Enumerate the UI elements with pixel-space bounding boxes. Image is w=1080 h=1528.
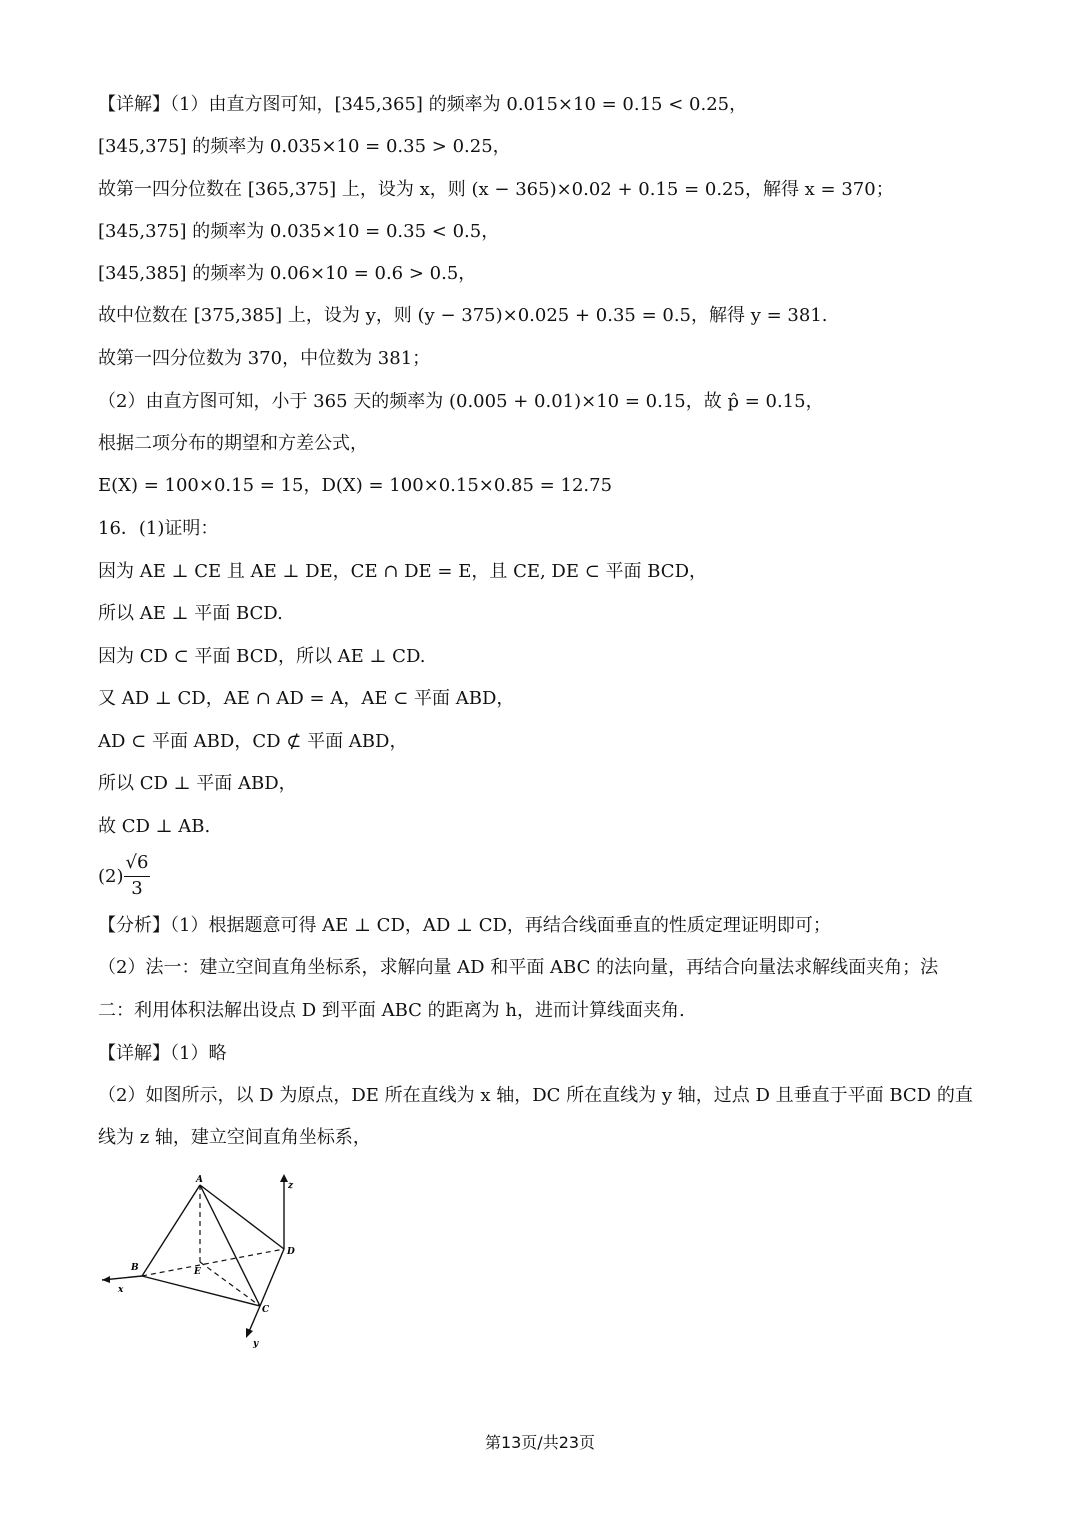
text-line: 因为 CD ⊂ 平面 BCD，所以 AE ⊥ CD. bbox=[98, 646, 426, 667]
fraction-bar bbox=[124, 876, 150, 877]
y-axis-arrow bbox=[246, 1328, 253, 1338]
text-line: （2）如图所示，以 D 为原点，DE 所在直线为 x 轴，DC 所在直线为 y 轴，过点 D 且垂直于平面 BCD 的直 bbox=[98, 1085, 973, 1106]
edge-AC bbox=[200, 1185, 260, 1306]
answer-label: (2) bbox=[98, 866, 124, 887]
text-line: 故 CD ⊥ AB. bbox=[98, 816, 211, 837]
edge-BD bbox=[142, 1249, 284, 1276]
fraction-numerator: √6 bbox=[125, 852, 149, 873]
text-line: 故第一四分位数为 370，中位数为 381； bbox=[98, 348, 431, 369]
text-line: 16．(1)证明： bbox=[98, 518, 219, 539]
text-line: [345,375] 的频率为 0.035×10 = 0.35 > 0.25， bbox=[98, 136, 511, 157]
x-axis-arrow bbox=[102, 1276, 110, 1283]
text-line: （2）由直方图可知，小于 365 天的频率为 (0.005 + 0.01)×10 = 0.15，故 p̂ = 0.15， bbox=[98, 391, 824, 412]
text-line: 根据二项分布的期望和方差公式， bbox=[98, 433, 368, 454]
label-B: B bbox=[131, 1263, 139, 1273]
label-A: A bbox=[196, 1175, 203, 1185]
tetrahedron-diagram bbox=[98, 1170, 318, 1350]
edge-EC bbox=[200, 1262, 260, 1306]
text-line: 【详解】（1）由直方图可知，[345,365] 的频率为 0.015×10 = 0.15 < 0.25， bbox=[98, 94, 748, 115]
fraction-denominator: 3 bbox=[131, 878, 143, 899]
page-footer: 第13页/共23页 bbox=[484, 1433, 596, 1452]
edge-BC bbox=[142, 1276, 260, 1306]
text-line: 线为 z 轴，建立空间直角坐标系， bbox=[98, 1127, 371, 1148]
label-z: z bbox=[288, 1181, 294, 1191]
text-line: 【详解】（1）略 bbox=[98, 1043, 227, 1064]
label-y: y bbox=[253, 1339, 259, 1349]
label-C: C bbox=[262, 1305, 270, 1315]
text-line: [345,375] 的频率为 0.035×10 = 0.35 < 0.5， bbox=[98, 221, 500, 242]
answer-fraction bbox=[98, 852, 158, 904]
label-D: D bbox=[287, 1247, 295, 1257]
edge-CD bbox=[260, 1249, 284, 1306]
text-line: 又 AD ⊥ CD，AE ∩ AD = A，AE ⊂ 平面 ABD， bbox=[98, 688, 515, 709]
geometry-figure bbox=[98, 1170, 318, 1350]
text-line: （2）法一：建立空间直角坐标系，求解向量 AD 和平面 ABC 的法向量，再结合向量法求解线面夹角；法 bbox=[98, 957, 939, 978]
text-line: E(X) = 100×0.15 = 15，D(X) = 100×0.15×0.85 = 12.75 bbox=[98, 475, 613, 496]
z-axis-arrow bbox=[280, 1174, 288, 1182]
text-line: [345,385] 的频率为 0.06×10 = 0.6 > 0.5， bbox=[98, 263, 477, 284]
edge-AB bbox=[142, 1185, 200, 1276]
text-line: 所以 AE ⊥ 平面 BCD. bbox=[98, 603, 283, 624]
label-x: x bbox=[118, 1285, 124, 1295]
text-line: 故中位数在 [375,385] 上，设为 y，则 (y − 375)×0.025 + 0.35 = 0.5，解得 y = 381. bbox=[98, 305, 828, 326]
text-line: 因为 AE ⊥ CE 且 AE ⊥ DE，CE ∩ DE = E，且 CE, DE ⊂ 平面 BCD， bbox=[98, 561, 708, 582]
text-line: 故第一四分位数在 [365,375] 上，设为 x，则 (x − 365)×0.02 + 0.15 = 0.25，解得 x = 370； bbox=[98, 179, 894, 200]
text-line: AD ⊂ 平面 ABD，CD ⊄ 平面 ABD， bbox=[98, 731, 408, 752]
text-line: 所以 CD ⊥ 平面 ABD， bbox=[98, 773, 297, 794]
text-line: 【分析】（1）根据题意可得 AE ⊥ CD，AD ⊥ CD，再结合线面垂直的性质定理证明即可； bbox=[98, 915, 831, 936]
text-line: 二：利用体积法解出设点 D 到平面 ABC 的距离为 h，进而计算线面夹角. bbox=[98, 1000, 685, 1021]
label-E: E bbox=[194, 1267, 201, 1277]
edge-AD bbox=[200, 1185, 284, 1249]
